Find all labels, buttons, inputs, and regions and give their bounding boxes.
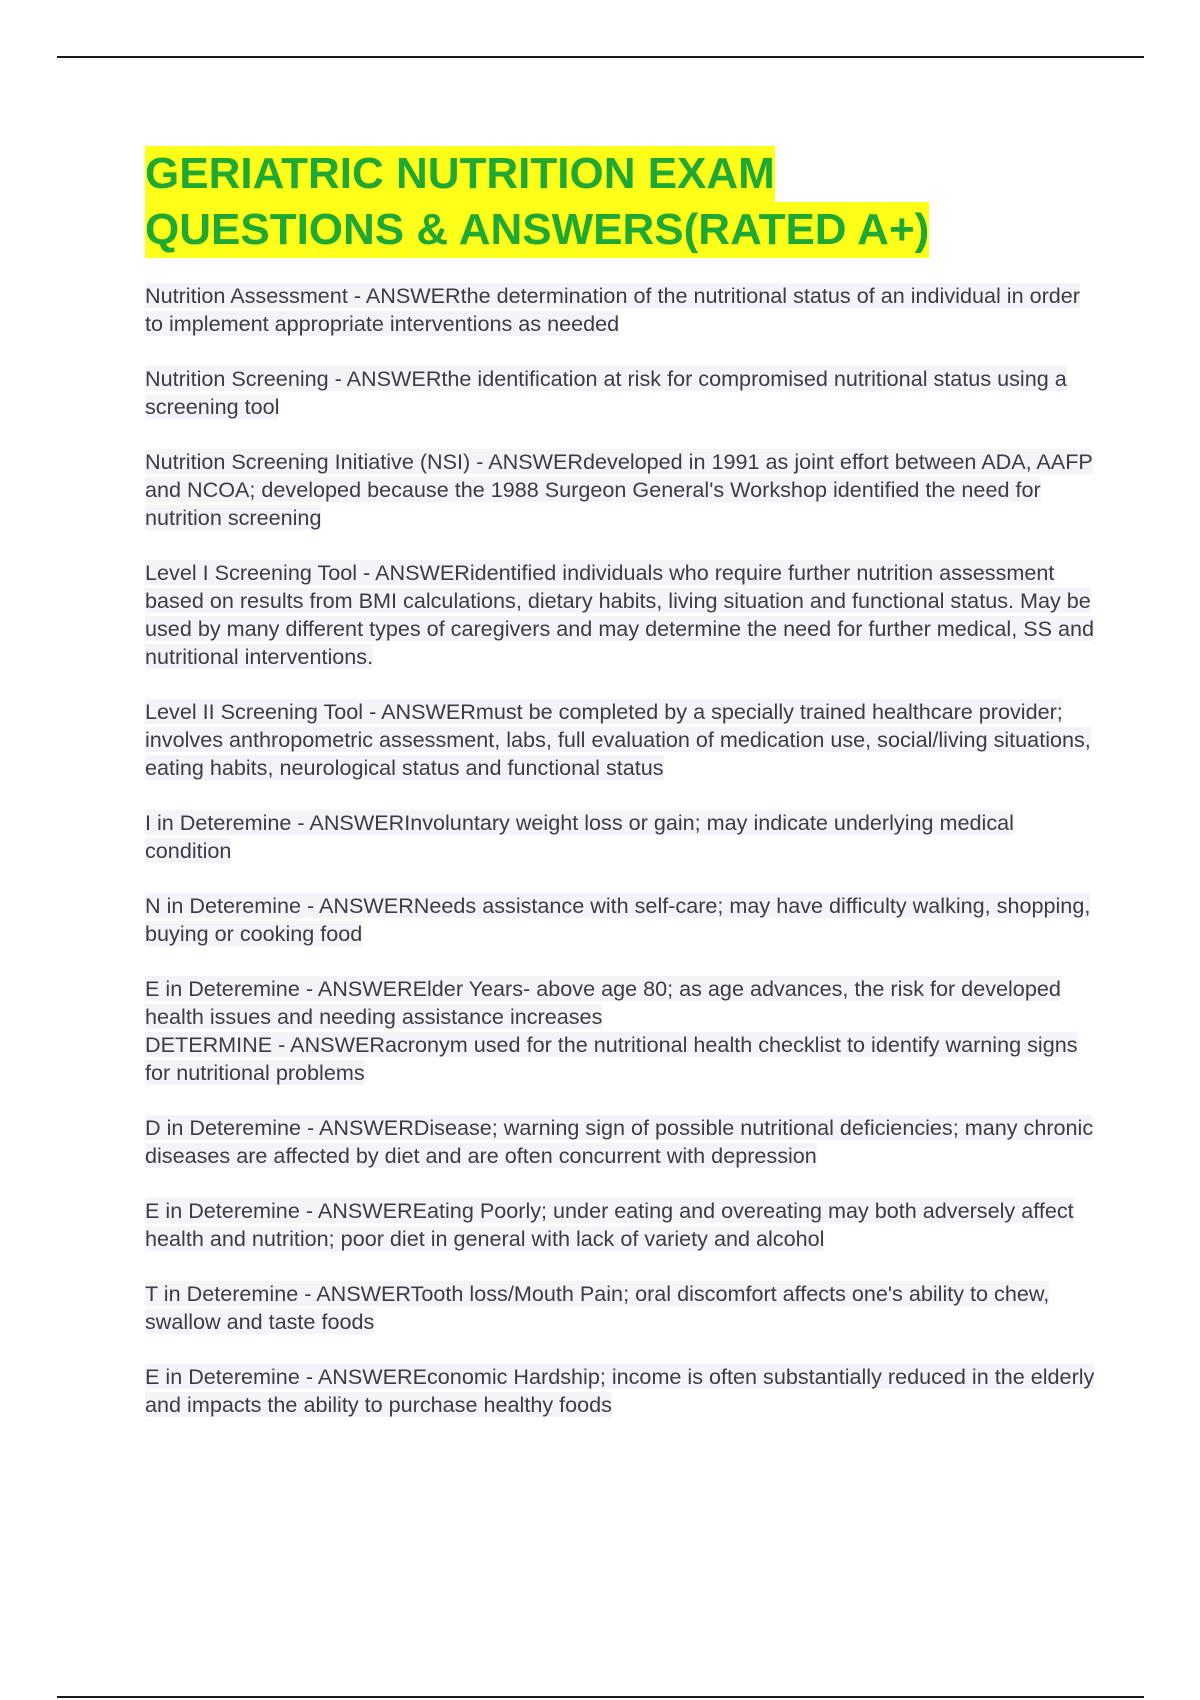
qa-entry-nutrition-assessment [145, 282, 1095, 338]
qa-entry-text: Nutrition Screening Initiative (NSI) - ANSWERdeveloped in 1991 as joint effort between ADA, AAFP and NCOA; developed because the 1988 Surgeon General's Workshop identified the need for nutrition screening [145, 449, 1093, 530]
qa-entry-e-determine-economic [145, 1363, 1095, 1419]
qa-entry-n-determine [145, 892, 1095, 948]
qa-entry-level-1-tool [145, 559, 1095, 671]
document-title [145, 146, 1095, 258]
qa-entry-nutrition-screening [145, 365, 1095, 421]
qa-entry-text: Nutrition Assessment - ANSWERthe determination of the nutritional status of an individual in order to implement appropriate interventions as needed [145, 283, 1080, 336]
qa-entry-t-determine [145, 1280, 1095, 1336]
qa-entry-text: E in Deteremine - ANSWEREconomic Hardship; income is often substantially reduced in the elderly and impacts the ability to purchase healthy foods [145, 1364, 1095, 1417]
qa-entry-i-determine [145, 809, 1095, 865]
title-line-2: QUESTIONS & ANSWERS(RATED A+) [145, 202, 929, 258]
qa-entry-text: Level II Screening Tool - ANSWERmust be completed by a specially trained healthcare provider; involves anthropometric assessment, labs, full evaluation of medication use, social/living situations, eating habits, neurological status and functional status [145, 699, 1091, 780]
bottom-rule [57, 1696, 1144, 1698]
document-body [145, 146, 1095, 1446]
qa-entry-e-determine-elder [145, 975, 1095, 1031]
qa-entry-d-determine [145, 1114, 1095, 1170]
qa-entry-text: DETERMINE - ANSWERacronym used for the nutritional health checklist to identify warning signs for nutritional problems [145, 1032, 1078, 1085]
qa-entry-e-determine-eating [145, 1197, 1095, 1253]
qa-entry-text: E in Deteremine - ANSWEREating Poorly; under eating and overeating may both adversely affect health and nutrition; poor diet in general with lack of variety and alcohol [145, 1198, 1074, 1251]
qa-entry-text: I in Deteremine - ANSWERInvoluntary weight loss or gain; may indicate underlying medical condition [145, 810, 1014, 863]
qa-entry-nsi [145, 448, 1095, 532]
qa-entry-text: Level I Screening Tool - ANSWERidentified individuals who require further nutrition assessment based on results from BMI calculations, dietary habits, living situation and functional status. May be used by many different types of caregivers and may determine the need for further medical, SS and nutritional interventions. [145, 560, 1095, 669]
qa-entry-determine [145, 1031, 1095, 1087]
top-rule [57, 56, 1144, 58]
title-line-1: GERIATRIC NUTRITION EXAM [145, 146, 775, 202]
qa-entry-text: Nutrition Screening - ANSWERthe identification at risk for compromised nutritional status using a screening tool [145, 366, 1067, 419]
qa-entry-text: T in Deteremine - ANSWERTooth loss/Mouth Pain; oral discomfort affects one's ability to chew, swallow and taste foods [145, 1281, 1050, 1334]
qa-entry-text: N in Deteremine - ANSWERNeeds assistance with self-care; may have difficulty walking, shopping, buying or cooking food [145, 893, 1091, 946]
qa-entry-text: D in Deteremine - ANSWERDisease; warning sign of possible nutritional deficiencies; many chronic diseases are affected by diet and are often concurrent with depression [145, 1115, 1094, 1168]
qa-entry-text: E in Deteremine - ANSWERElder Years- above age 80; as age advances, the risk for developed health issues and needing assistance increases [145, 976, 1061, 1029]
qa-entry-level-2-tool [145, 698, 1095, 782]
